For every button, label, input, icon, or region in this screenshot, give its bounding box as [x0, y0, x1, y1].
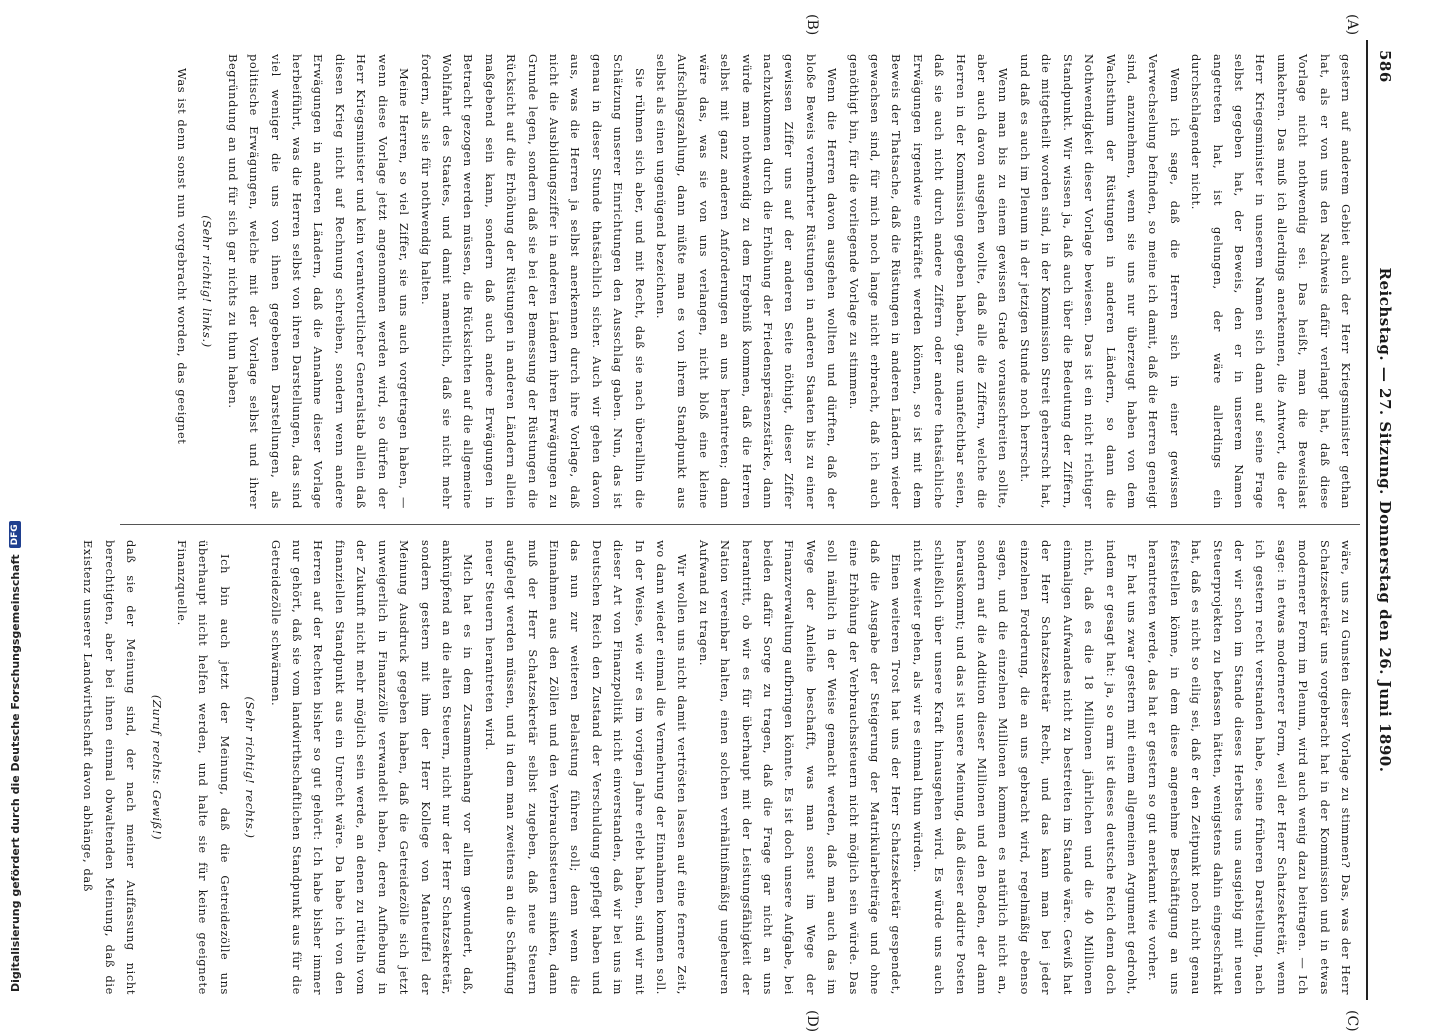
paragraph: Sie rühmen sich aber, und mit Recht, daß sie nach überallhin die Schätzung unserer Einrichtungen den Ausschlag gaben. Nun, das ist genau in dieser Stunde thatsächlich sicher. Auch wir gehen davon aus, was die Herren ja selbst anerkennen durch ihre Vorlage, daß nicht die Ausbildungsziffer in anderen Ländern ihren Erwägungen zu Grunde legen, sondern daß sie bei der Bemessung der Rüstungen die Rücksicht auf die Erhöhung der Rüstungen in anderen Ländern allein maßgebend sein kann, sondern daß auch andere Erwägungen in Betracht gezogen werden müssen, die Rücksichten auf die allgemeine Wohlfahrt des Staates, und damit namentlich, daß sie nicht mehr fordern, als sie für nothwendig halten.: [418, 54, 647, 509]
paragraph: gestern auf anderem Gebiet auch der Herr Kriegsminister gethan hat, als er von uns den Nachweis dafür verlangt hat, daß diese Vorlage nicht nothwendig sei. Das heißt, man die Beweislast umkehren. Das muß ich allerdings anerkennen, die Antwort, die der Herr Kriegsminister in unserem Namen sich dann auf seine Frage selbst gegeben hat, der Beweis, den er in unserem Namen angetreten hat, ist gelungen, der wäre allerdings ein durchschlagender nicht.: [1189, 54, 1353, 509]
paragraph: Einen weiteren Trost hat uns der Herr Schatzsekretär gespendet, daß die Ausgabe der Steigerung der Matrikularbeiträge und ohne eine Erhöhung der Verbrauchssteuern nicht möglich sein würde. Das soll nämlich in der Weise gemacht werden, daß man auch das im Wege der Anleihe beschafft, was man sonst im Wege der Finanzverwaltung aufbringen könnte. Es ist doch unsere Aufgabe, bei beiden dafür Sorge zu tragen, daß die Frage gar nicht an uns herantritt, ob wir es für überhaupt mit der Leistungsfähigkeit der Nation vereinbar halten, einen solchen verhältnißmäßig ungeheuren Aufwand zu tragen.: [696, 540, 904, 995]
digitization-footer: [2, 0, 28, 1000]
margin-marker-a: (A): [1344, 14, 1360, 36]
paragraph: Wenn man bis zu einem gewissen Grade vorausschreiten sollte, aber auch davon ausgehen wollte, daß alle die Ziffern, welche die Herren in der Kommission gegeben haben, ganz unanfechtbar seien, daß sie auch nicht durch andere Ziffern oder andere thatsächliche Erwägungen irgendwie entkräftet werden können, so ist mit dem Beweis der Thatsache, daß die Rüstungen in anderen Ländern wieder gewachsen sind, für mich noch lange nicht erbracht, daß ich auch genöthigt bin, für die vorliegende Vorlage zu stimmen.: [846, 54, 1011, 509]
paragraph: Wenn die Herren davon ausgehen wollten und dürften, daß der bloße Beweis vermehrter Rüstungen in anderen Staaten bis zu einer gewissen Ziffer uns auf der anderen Seite nöthigt, dieser Ziffer nachzukommen durch die Erhöhung der Friedenspräsenzstärke, dann würde man nothwendig zu dem Ergebniß kommen, daß die Herren selbst mit ganz anderen Anforderungen an uns herantreten; dann wäre das, was sie von uns verlangen, nicht bloß eine kleine Aufschlagszahlung, dann müßte man es von ihrem Standpunkt aus selbst als einen ungenügend bezeichnen.: [654, 54, 840, 509]
interjection: (Zuruf rechts: Gewiß!): [149, 694, 164, 841]
interjection: (Sehr richtig! rechts.): [243, 696, 258, 839]
digitization-footer-text: [2, 0, 28, 1000]
page-number: 586: [1376, 50, 1394, 83]
paragraph: Wir wollen uns nicht damit vertrösten lassen auf eine fernere Zeit, wo dann wieder einmal die Vermehrung der Einnahmen kommen soll. In der Weise, wie wir es im vorigen Jahre erlebt haben, sind wir mit dieser Art von Finanzpolitik nicht einverstanden, daß wir bei uns im Deutschen Reich den Zustand der Verschuldung gepflegt haben und das nun zur weiteren Belastung führen soll; denn wenn die Einnahmen aus den Zöllen und den Verbrauchssteuern sinken, dann muß der Herr Schatzsekretär selbst zugeben, daß neue Steuern aufgelegt werden müssen, und in dem man zweitens an die Schaffung neuer Steuern herantreten wird.: [482, 540, 690, 995]
header-rule: [1366, 40, 1368, 1000]
rotated-print-sheet: [70, 14, 1400, 1032]
paragraph: Ich bin auch jetzt der Meinung, daß die Getreidezölle uns überhaupt nicht helfen werden, und halte sie für keine geeignete Finanzquelle.: [175, 540, 232, 995]
left-text-column: [96, 54, 1356, 509]
footer-credit: Digitalisierung gefördert durch die Deutsche Forschungsgemeinschaft: [8, 554, 22, 992]
interjection: (Sehr richtig! links.): [200, 215, 215, 348]
paragraph: Mich hat es in dem Zusammenhang vor allem gewundert, daß, anknüpfend an die alten Steuern, nicht nur der Herr Schatzsekretär, sondern gestern mit ihm der Herr Kollege von Manteuffel der Meinung Ausdruck gegeben haben, daß die Getreidezölle sich jetzt unweigerlich in Finanzzölle verwandelt haben, deren Aufhebung in der Zukunft nicht mehr möglich sein werde, an denen zu rütteln vom finanziellen Standpunkt aus ein Unrecht wäre. Da habe ich von den Herren auf der Rechten bisher so gut gehört: Ich habe bisher immer nur gehört, daß sie vom landwirthschaftlichen Standpunkt aus für die Getreidezölle schwärmen.: [268, 540, 476, 995]
margin-marker-d: (D): [804, 1010, 820, 1032]
running-header: [1368, 40, 1394, 1000]
column-divider: [120, 524, 1360, 525]
paragraph: daß sie der Meinung sind, der nach meiner Auffassung nicht berechtigten, aber bei ihnen einmal obwaltenden Meinung, daß die Existenz unserer Landwirthschaft davon abhänge, daß: [81, 540, 139, 995]
margin-marker-b: (B): [804, 14, 820, 36]
dfg-logo-icon: DFG: [9, 521, 21, 548]
paragraph: wäre, uns zu Gunsten dieser Vorlage zu stimmen? Das, was der Herr Schatzsekretär uns vorgebracht hat in der Kommission und in etwas modernerer Form im Plenum, wird auch wenig dazu beitragen. — Ich sage: in etwas modernerer Form, weil der Herr Schatzsekretär, wenn ich gestern recht verstanden habe, seine früheren Darstellung, nach der wir schon im Stande dieses Herbstes uns ausgiebig mit neuen Steuerprojekten zu befassen hätten, wenigstens dahin eingeschränkt hat, daß es nicht so eilig sei, daß er den Zeitpunkt noch nicht genau feststellen könne, in dem diese angenehme Beschäftigung an uns herantreten werde, das hat er gestern so gut anerkannt wie vorher.: [1146, 540, 1353, 995]
paragraph: Wenn ich sage, daß die Herren sich in einer gewissen Verwechselung befinden, so meine ich damit, daß die Herren geneigt sind, anzunehmen, wenn sie uns nur überzeugt haben von dem Wachsthum der Rüstungen in anderen Ländern, so dann die Nothwendigkeit dieser Vorlage bewiesen. Das ist ein nicht richtiger Standpunkt. Wir wissen ja, daß auch über die Bedeutung der Ziffern, die mitgetheilt worden sind, in der Kommission Streit geherrscht hat, und daß es auch im Plenum in der jetzigen Stunde noch herrscht.: [1017, 54, 1182, 509]
paragraph: Er hat uns zwar gestern mit einem allgemeinen Argument gedroht, indem er gesagt hat: ja, so arm ist dieses deutsche Reich denn doch nicht, daß es die 18 Millionen jährlichen und die 40 Millionen einmaligen Aufwandes nicht zu bestreiten im Stande wäre. Gewiß hat der Herr Schatzsekretär Recht, und das kann man bei jeder einzelnen Forderung, die an uns gebracht wird, regelmäßig ebenso sagen, und die einzelnen Millionen kommen es natürlich nicht an, sondern auf die Addition dieser Millionen und den Boden, der dann herauskommt; und das ist unsere Meinung, daß dieser addirte Posten schließlich über unsere Kraft hinausgehen wird. Es würde uns auch nicht weiter gehen, als wir es einmal thun würden.: [910, 540, 1139, 995]
paragraph: Meine Herren, so viel Ziffer, sie uns auch vorgetragen haben, — wenn diese Vorlage jetzt angenommen werden wird, so dürfen der Herr Kriegsminister und kein verantwortlicher Generalstab allein daß diesen Krieg nicht auf Rechnung schreiben, sondern wenn andere Erwägungen in anderen Ländern, daß die Annahme dieser Vorlage herbeiführt, was die Herren selbst von ihren Darstellungen, das sind viel weniger die uns von ihnen gegebenen Darstellungen, als politische Erwägungen, welche mit der Vorlage selbst und ihrer Begründung an und für sich gar nichts zu thun haben.: [225, 54, 412, 509]
margin-marker-c: (C): [1344, 1010, 1360, 1032]
paragraph: Was ist denn sonst nun vorgebracht worden, das geeignet: [175, 68, 190, 445]
right-text-column: [81, 540, 1356, 995]
running-header-title: Reichstag. — 27. Sitzung. Donnerstag den 26. Juni 1890.: [1376, 267, 1394, 773]
